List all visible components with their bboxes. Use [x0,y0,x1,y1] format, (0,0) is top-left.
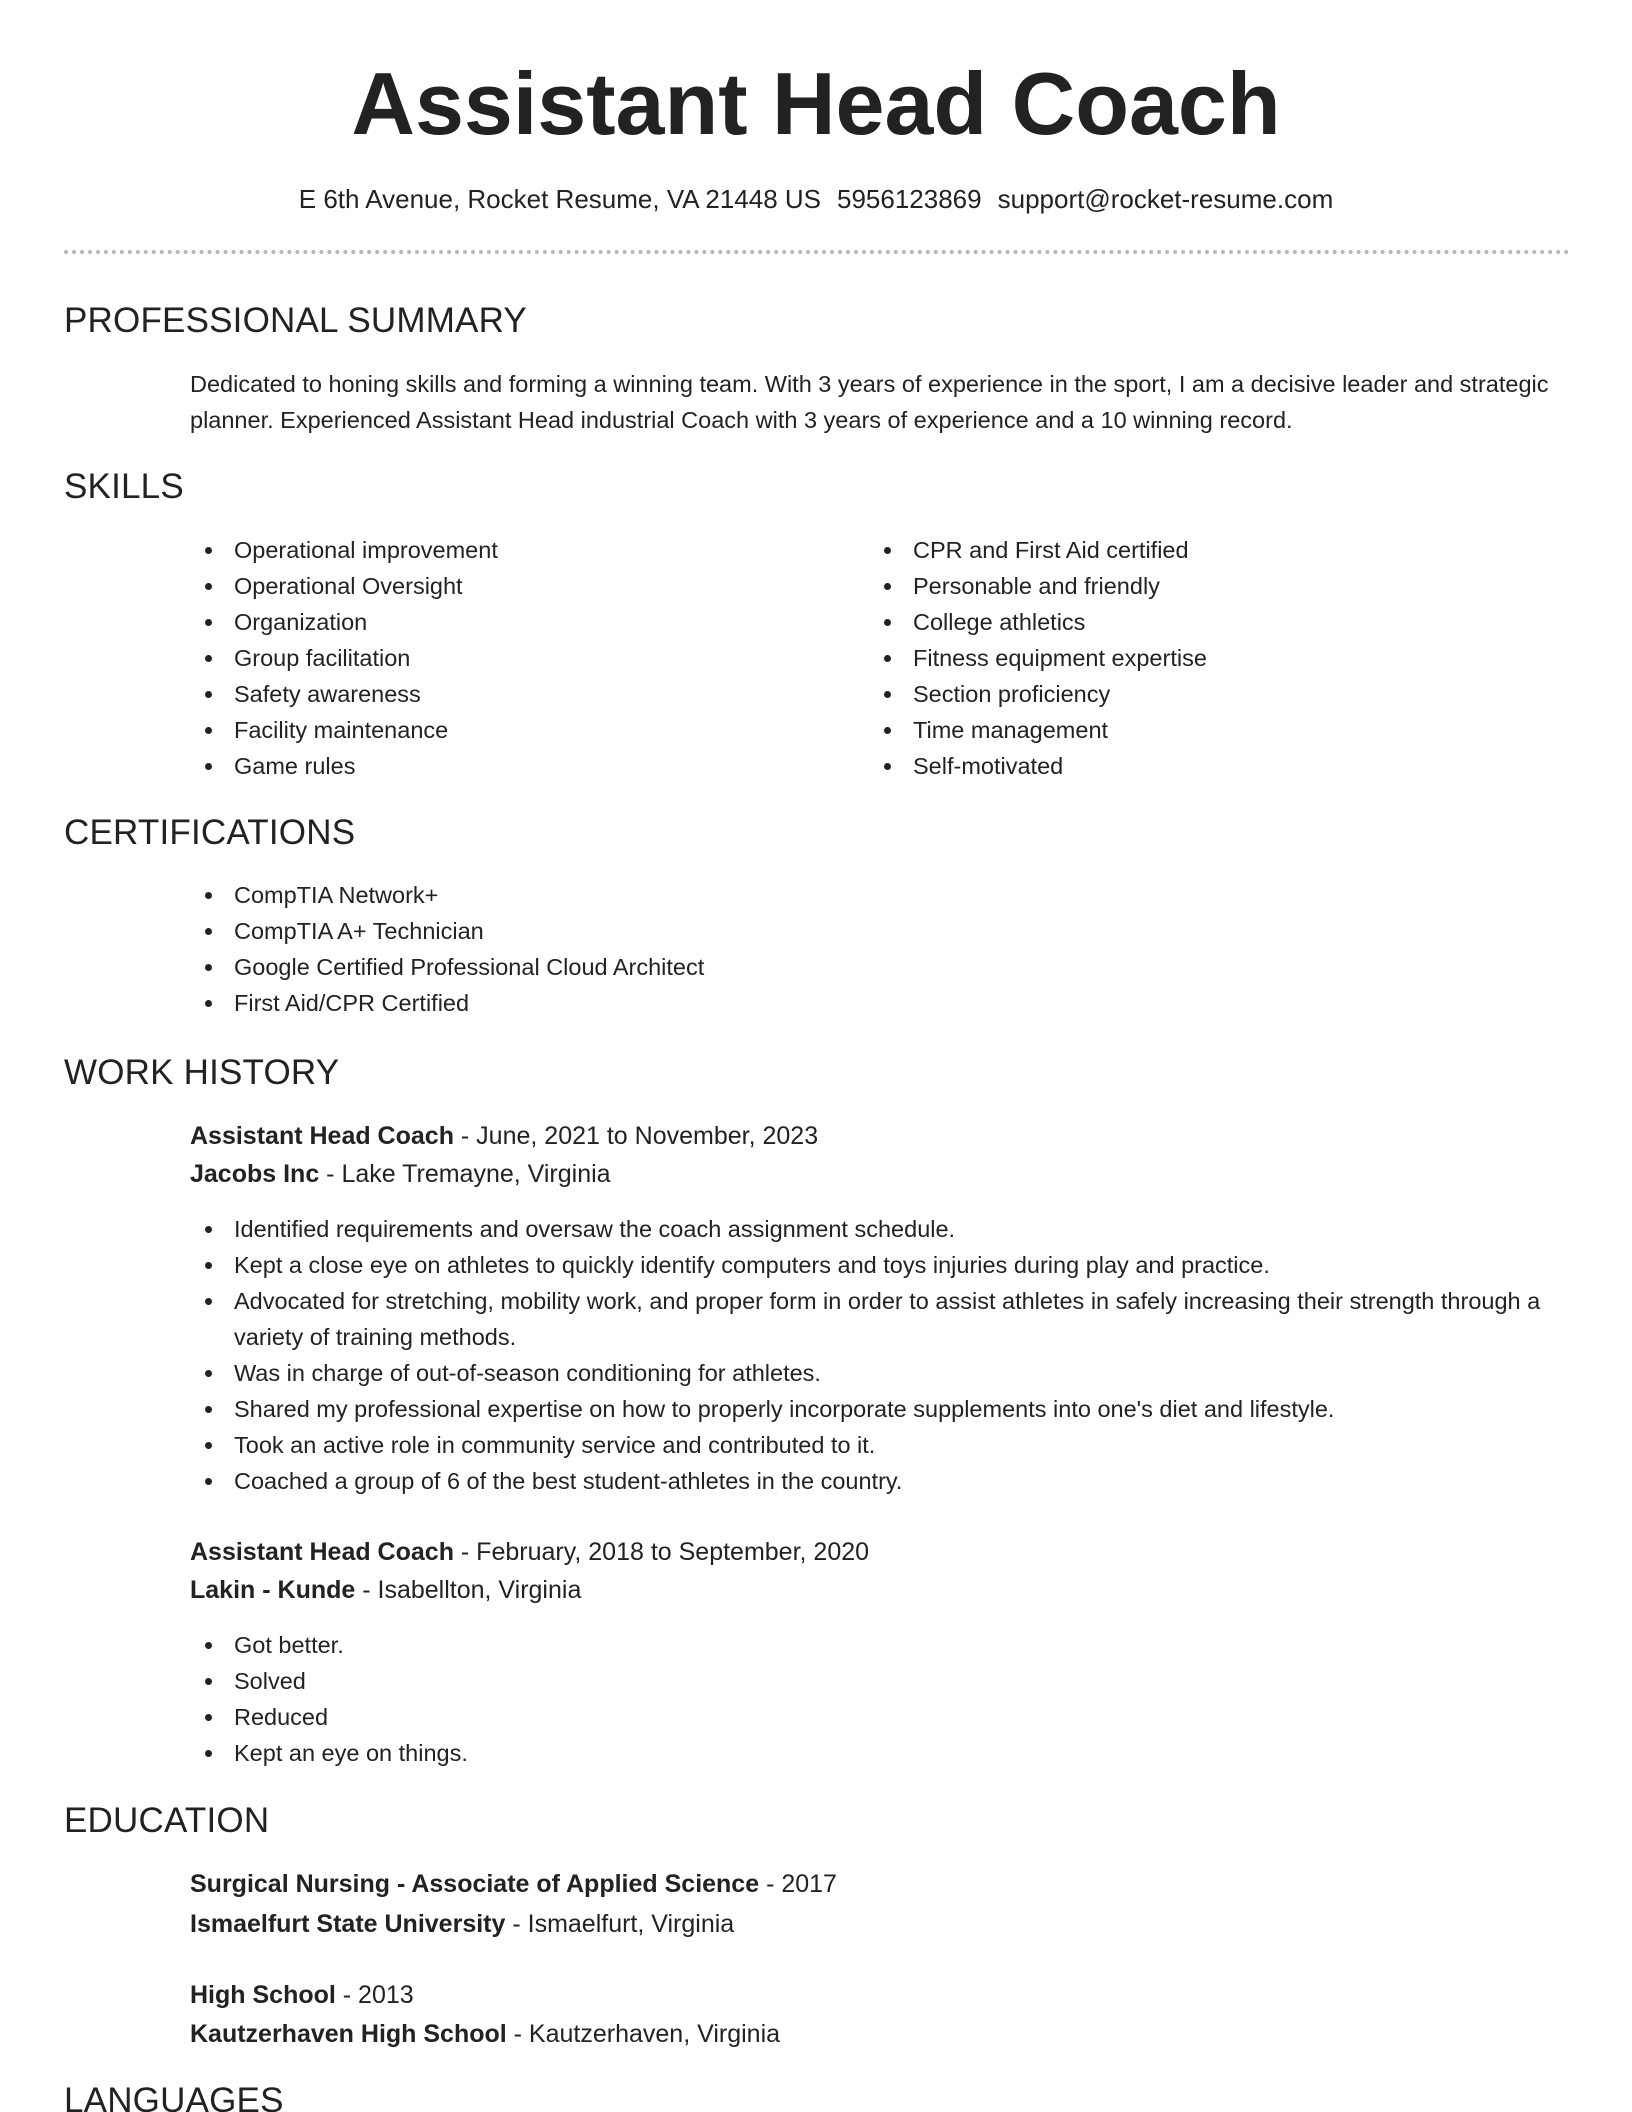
summary-heading: PROFESSIONAL SUMMARY [64,301,527,340]
list-item: Shared my professional expertise on how to properly incorporate supplements into one's diet and lifestyle. [190,1391,1560,1427]
list-item: CPR and First Aid certified [869,532,1549,568]
list-item: College athletics [869,604,1549,640]
job-company: Lakin - Kunde [190,1576,356,1604]
job-bullets [190,1211,1560,1499]
skills-list-right [869,532,1549,784]
education-degree-line [190,1866,837,1902]
job-dates: - June, 2021 to November, 2023 [453,1122,819,1150]
job-company: Jacobs Inc [190,1160,320,1188]
certifications-list [190,877,1190,1021]
education-school-line [190,1906,734,1942]
list-item: Operational Oversight [190,568,830,604]
education-year: - 2017 [759,1870,837,1898]
job-company-line [190,1572,581,1608]
education-location: - Ismaelfurt, Virginia [505,1910,735,1938]
skills-heading: SKILLS [64,467,184,506]
certifications-heading: CERTIFICATIONS [64,813,356,852]
list-item: Kept an eye on things. [190,1735,1560,1771]
education-degree: High School [190,1981,336,2009]
list-item: Solved [190,1663,1560,1699]
list-item: Safety awareness [190,676,830,712]
education-school: Kautzerhaven High School [190,2020,507,2048]
list-item: Kept a close eye on athletes to quickly identify computers and toys injuries during play and practice. [190,1247,1560,1283]
job-company-line [190,1156,611,1192]
list-item: Section proficiency [869,676,1549,712]
list-item: CompTIA Network+ [190,877,1190,913]
list-item: Operational improvement [190,532,830,568]
job-location: - Isabellton, Virginia [355,1576,582,1604]
list-item: Game rules [190,748,830,784]
list-item: Fitness equipment expertise [869,640,1549,676]
list-item: CompTIA A+ Technician [190,913,1190,949]
header-divider [64,250,1570,254]
list-item: Self-motivated [869,748,1549,784]
list-item: Was in charge of out-of-season conditioning for athletes. [190,1355,1560,1391]
contact-line [0,182,1632,216]
education-location: - Kautzerhaven, Virginia [506,2020,781,2048]
summary-text: Dedicated to honing skills and forming a winning team. With 3 years of experience in the sport, I am a decisive leader and strategic planner. Experienced Assistant Head industrial Coach with 3 years of experience and a 10 winning record. [190,371,1549,433]
contact-address: E 6th Avenue, Rocket Resume, VA 21448 US [298,184,821,214]
list-item: Advocated for stretching, mobility work, and proper form in order to assist athletes in safely increasing their strength through a variety of training methods. [190,1283,1560,1355]
job-title-line [190,1118,818,1154]
job-bullets [190,1627,1560,1771]
job-title: Assistant Head Coach [190,1538,454,1566]
job-title-line [190,1534,869,1570]
resume-name: Assistant Head Coach [351,54,1281,153]
list-item: Got better. [190,1627,1560,1663]
education-school-line [190,2016,780,2052]
list-item: First Aid/CPR Certified [190,985,1190,1021]
list-item: Took an active role in community service and contributed to it. [190,1427,1560,1463]
list-item: Group facilitation [190,640,830,676]
work-heading: WORK HISTORY [64,1053,340,1092]
list-item: Coached a group of 6 of the best student-athletes in the country. [190,1463,1560,1499]
education-school: Ismaelfurt State University [190,1910,506,1938]
list-item: Google Certified Professional Cloud Architect [190,949,1190,985]
education-year: - 2013 [335,1981,414,2009]
job-dates: - February, 2018 to September, 2020 [453,1538,870,1566]
list-item: Organization [190,604,830,640]
contact-phone: 5956123869 [837,184,982,214]
education-degree: Surgical Nursing - Associate of Applied Science [190,1870,760,1898]
job-location: - Lake Tremayne, Virginia [319,1160,611,1188]
job-title: Assistant Head Coach [190,1122,454,1150]
education-heading: EDUCATION [64,1801,270,1840]
list-item: Facility maintenance [190,712,830,748]
list-item: Time management [869,712,1549,748]
list-item: Identified requirements and oversaw the coach assignment schedule. [190,1211,1560,1247]
list-item: Personable and friendly [869,568,1549,604]
languages-heading: LANGUAGES [64,2081,284,2112]
list-item: Reduced [190,1699,1560,1735]
skills-list-left [190,532,830,784]
education-degree-line [190,1977,414,2013]
contact-email: support@rocket-resume.com [997,184,1334,214]
